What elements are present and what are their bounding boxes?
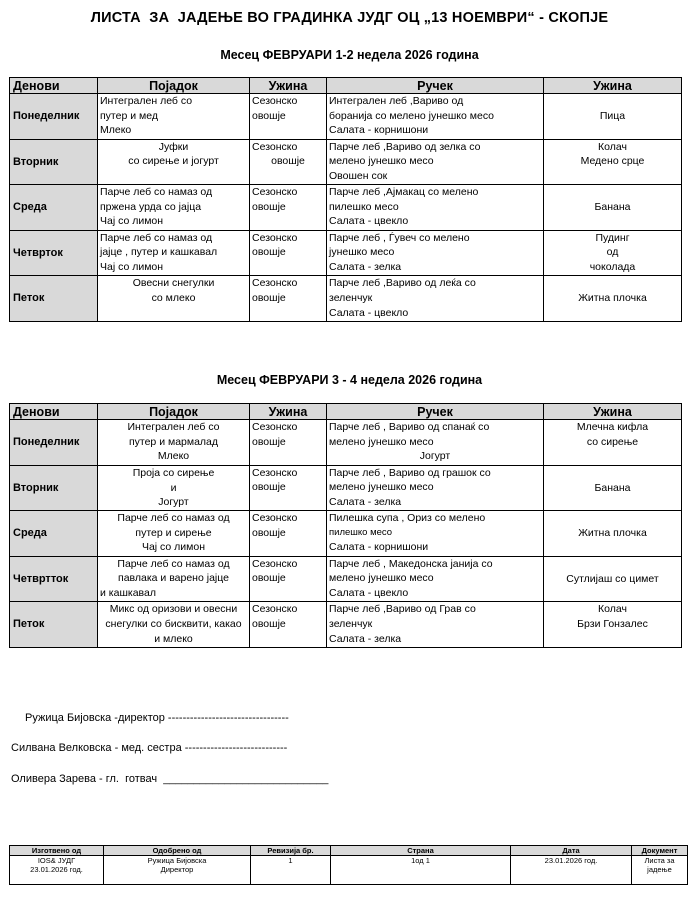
doc-revision: 1: [251, 856, 331, 885]
table-row: [10, 139, 682, 185]
day-cell: Среда: [10, 511, 98, 557]
lunch-cell: Пилешка супа , Ориз со мелено пилешко месо Салата - корнишони: [327, 511, 544, 557]
snack1-cell: Сезонско овошје: [250, 139, 327, 185]
day-cell: Четвртток: [10, 556, 98, 602]
snack1-cell: Сезонско овошје: [250, 511, 327, 557]
lunch-cell: Парче леб ,Вариво од Грав со зеленчук Салата - зелка: [327, 602, 544, 648]
header-snack1: Ужина: [250, 78, 327, 94]
table-row: [10, 94, 682, 140]
page-title: ЛИСТА ЗА ЈАДЕЊЕ ВО ГРАДИНКА ЈУДГ ОЦ „13 НОЕМВРИ“ - СКОПЈЕ: [90, 10, 609, 26]
day-cell: Четврток: [10, 230, 98, 276]
snack2-cell: Сутлијаш со цимет: [544, 556, 682, 602]
signature-director: Ружица Бијовска -директор ---------------------------------: [25, 712, 289, 724]
table-row: [10, 602, 682, 648]
snack1-cell: Сезонско овошје: [250, 420, 327, 466]
snack1-cell: Сезонско овошје: [250, 230, 327, 276]
week1-subtitle: Месец ФЕВРУАРИ 1-2 недела 2026 година: [220, 48, 479, 62]
breakfast-cell: Интегрален леб со путер и мармалад Млеко: [98, 420, 250, 466]
snack1-cell: Сезонско овошје: [250, 94, 327, 140]
header-snack2: Ужина: [544, 78, 682, 94]
table-row: [10, 465, 682, 511]
breakfast-cell: Парче леб со намаз од путер и сирење Чај со лимон: [98, 511, 250, 557]
day-cell: Вторник: [10, 465, 98, 511]
breakfast-cell: Проја со сирење и Јогурт: [98, 465, 250, 511]
breakfast-cell: Парче леб со намаз од пржена урда со јајца Чај со лимон: [98, 185, 250, 231]
doc-page: 1од 1: [331, 856, 511, 885]
doc-header-document: Документ: [632, 846, 688, 856]
lunch-cell: Парче леб , Вариво од спанаќ со мелено јунешко месо Јогурт: [327, 420, 544, 466]
snack1-cell: Сезонско овошје: [250, 276, 327, 322]
day-cell: Вторник: [10, 139, 98, 185]
doc-header-prepared-by: Изготвено од: [10, 846, 104, 856]
breakfast-cell: Парче леб со намаз од јајце , путер и кашкавал Чај со лимон: [98, 230, 250, 276]
breakfast-cell: Интегрален леб со путер и мед Млеко: [98, 94, 250, 140]
snack2-cell: Банана: [544, 465, 682, 511]
lunch-cell: Парче леб , Ѓувеч со мелено јунешко месо Салата - зелка: [327, 230, 544, 276]
lunch-cell: Парче леб ,Ајмакац со мелено пилешко месо Салата - цвекло: [327, 185, 544, 231]
lunch-cell: Парче леб , Македонска јанија со мелено јунешко месо Салата - цвекло: [327, 556, 544, 602]
doc-header-page: Страна: [331, 846, 511, 856]
snack2-cell: Пудинг од чоколада: [544, 230, 682, 276]
menu-table-week1: [9, 77, 682, 322]
snack2-cell: Пица: [544, 94, 682, 140]
snack2-cell: Колач Брзи Гонзалес: [544, 602, 682, 648]
table-row: [10, 511, 682, 557]
day-cell: Понеделник: [10, 94, 98, 140]
snack2-cell: Житна плочка: [544, 276, 682, 322]
doc-prepared-by: IOS& ЈУДГ 23.01.2026 год.: [10, 856, 104, 885]
table-row: [10, 556, 682, 602]
header-breakfast: Појадок: [98, 78, 250, 94]
doc-header-approved-by: Одобрено од: [104, 846, 251, 856]
lunch-cell: Парче леб , Вариво од грашок со мелено јунешко месо Салата - зелка: [327, 465, 544, 511]
signature-chef: Оливера Зарева - гл. готвач ___________________________: [11, 773, 329, 785]
table-row: [10, 420, 682, 466]
menu-table-week2: [9, 403, 682, 648]
table-row: [10, 185, 682, 231]
snack2-cell: Млечна кифла со сирење: [544, 420, 682, 466]
header-days: Денови: [10, 404, 98, 420]
breakfast-cell: Овесни снегулки со млеко: [98, 276, 250, 322]
header-snack1: Ужина: [250, 404, 327, 420]
doc-header-revision: Ревизија бр.: [251, 846, 331, 856]
breakfast-cell: Микс од оризови и овесни снегулки со бисквити, какао и млеко: [98, 602, 250, 648]
table-row: [10, 230, 682, 276]
header-lunch: Ручек: [327, 78, 544, 94]
breakfast-cell: Јуфки со сирење и јогурт: [98, 139, 250, 185]
header-lunch: Ручек: [327, 404, 544, 420]
doc-document: Листа за јадење: [632, 856, 688, 885]
lunch-cell: Парче леб ,Вариво од леќа со зеленчук Салата - цвекло: [327, 276, 544, 322]
snack1-cell: Сезонско овошје: [250, 556, 327, 602]
snack2-cell: Колач Медено срце: [544, 139, 682, 185]
signature-nurse: Силвана Велковска - мед. сестра ----------------------------: [11, 742, 288, 754]
document-control-table: [9, 845, 688, 885]
snack1-cell: Сезонско овошје: [250, 602, 327, 648]
day-cell: Петок: [10, 602, 98, 648]
snack2-cell: Банана: [544, 185, 682, 231]
day-cell: Среда: [10, 185, 98, 231]
table-row: [10, 856, 688, 885]
lunch-cell: Интегрален леб ,Вариво од боранија со мелено јунешко месо Салата - корнишони: [327, 94, 544, 140]
header-days: Денови: [10, 78, 98, 94]
table-row: [10, 276, 682, 322]
doc-date: 23.01.2026 год.: [511, 856, 632, 885]
breakfast-cell: Парче леб со намаз од павлака и варено јајце и кашкавал: [98, 556, 250, 602]
day-cell: Петок: [10, 276, 98, 322]
doc-header-date: Дата: [511, 846, 632, 856]
snack1-cell: Сезонско овошје: [250, 185, 327, 231]
header-breakfast: Појадок: [98, 404, 250, 420]
snack1-cell: Сезонско овошје: [250, 465, 327, 511]
header-snack2: Ужина: [544, 404, 682, 420]
day-cell: Понеделник: [10, 420, 98, 466]
week2-subtitle: Месец ФЕВРУАРИ 3 - 4 недела 2026 година: [216, 373, 483, 387]
doc-approved-by: Ружица Бијовска Директор: [104, 856, 251, 885]
snack2-cell: Житна плочка: [544, 511, 682, 557]
lunch-cell: Парче леб ,Вариво од зелка со мелено јунешко месо Овошен сок: [327, 139, 544, 185]
